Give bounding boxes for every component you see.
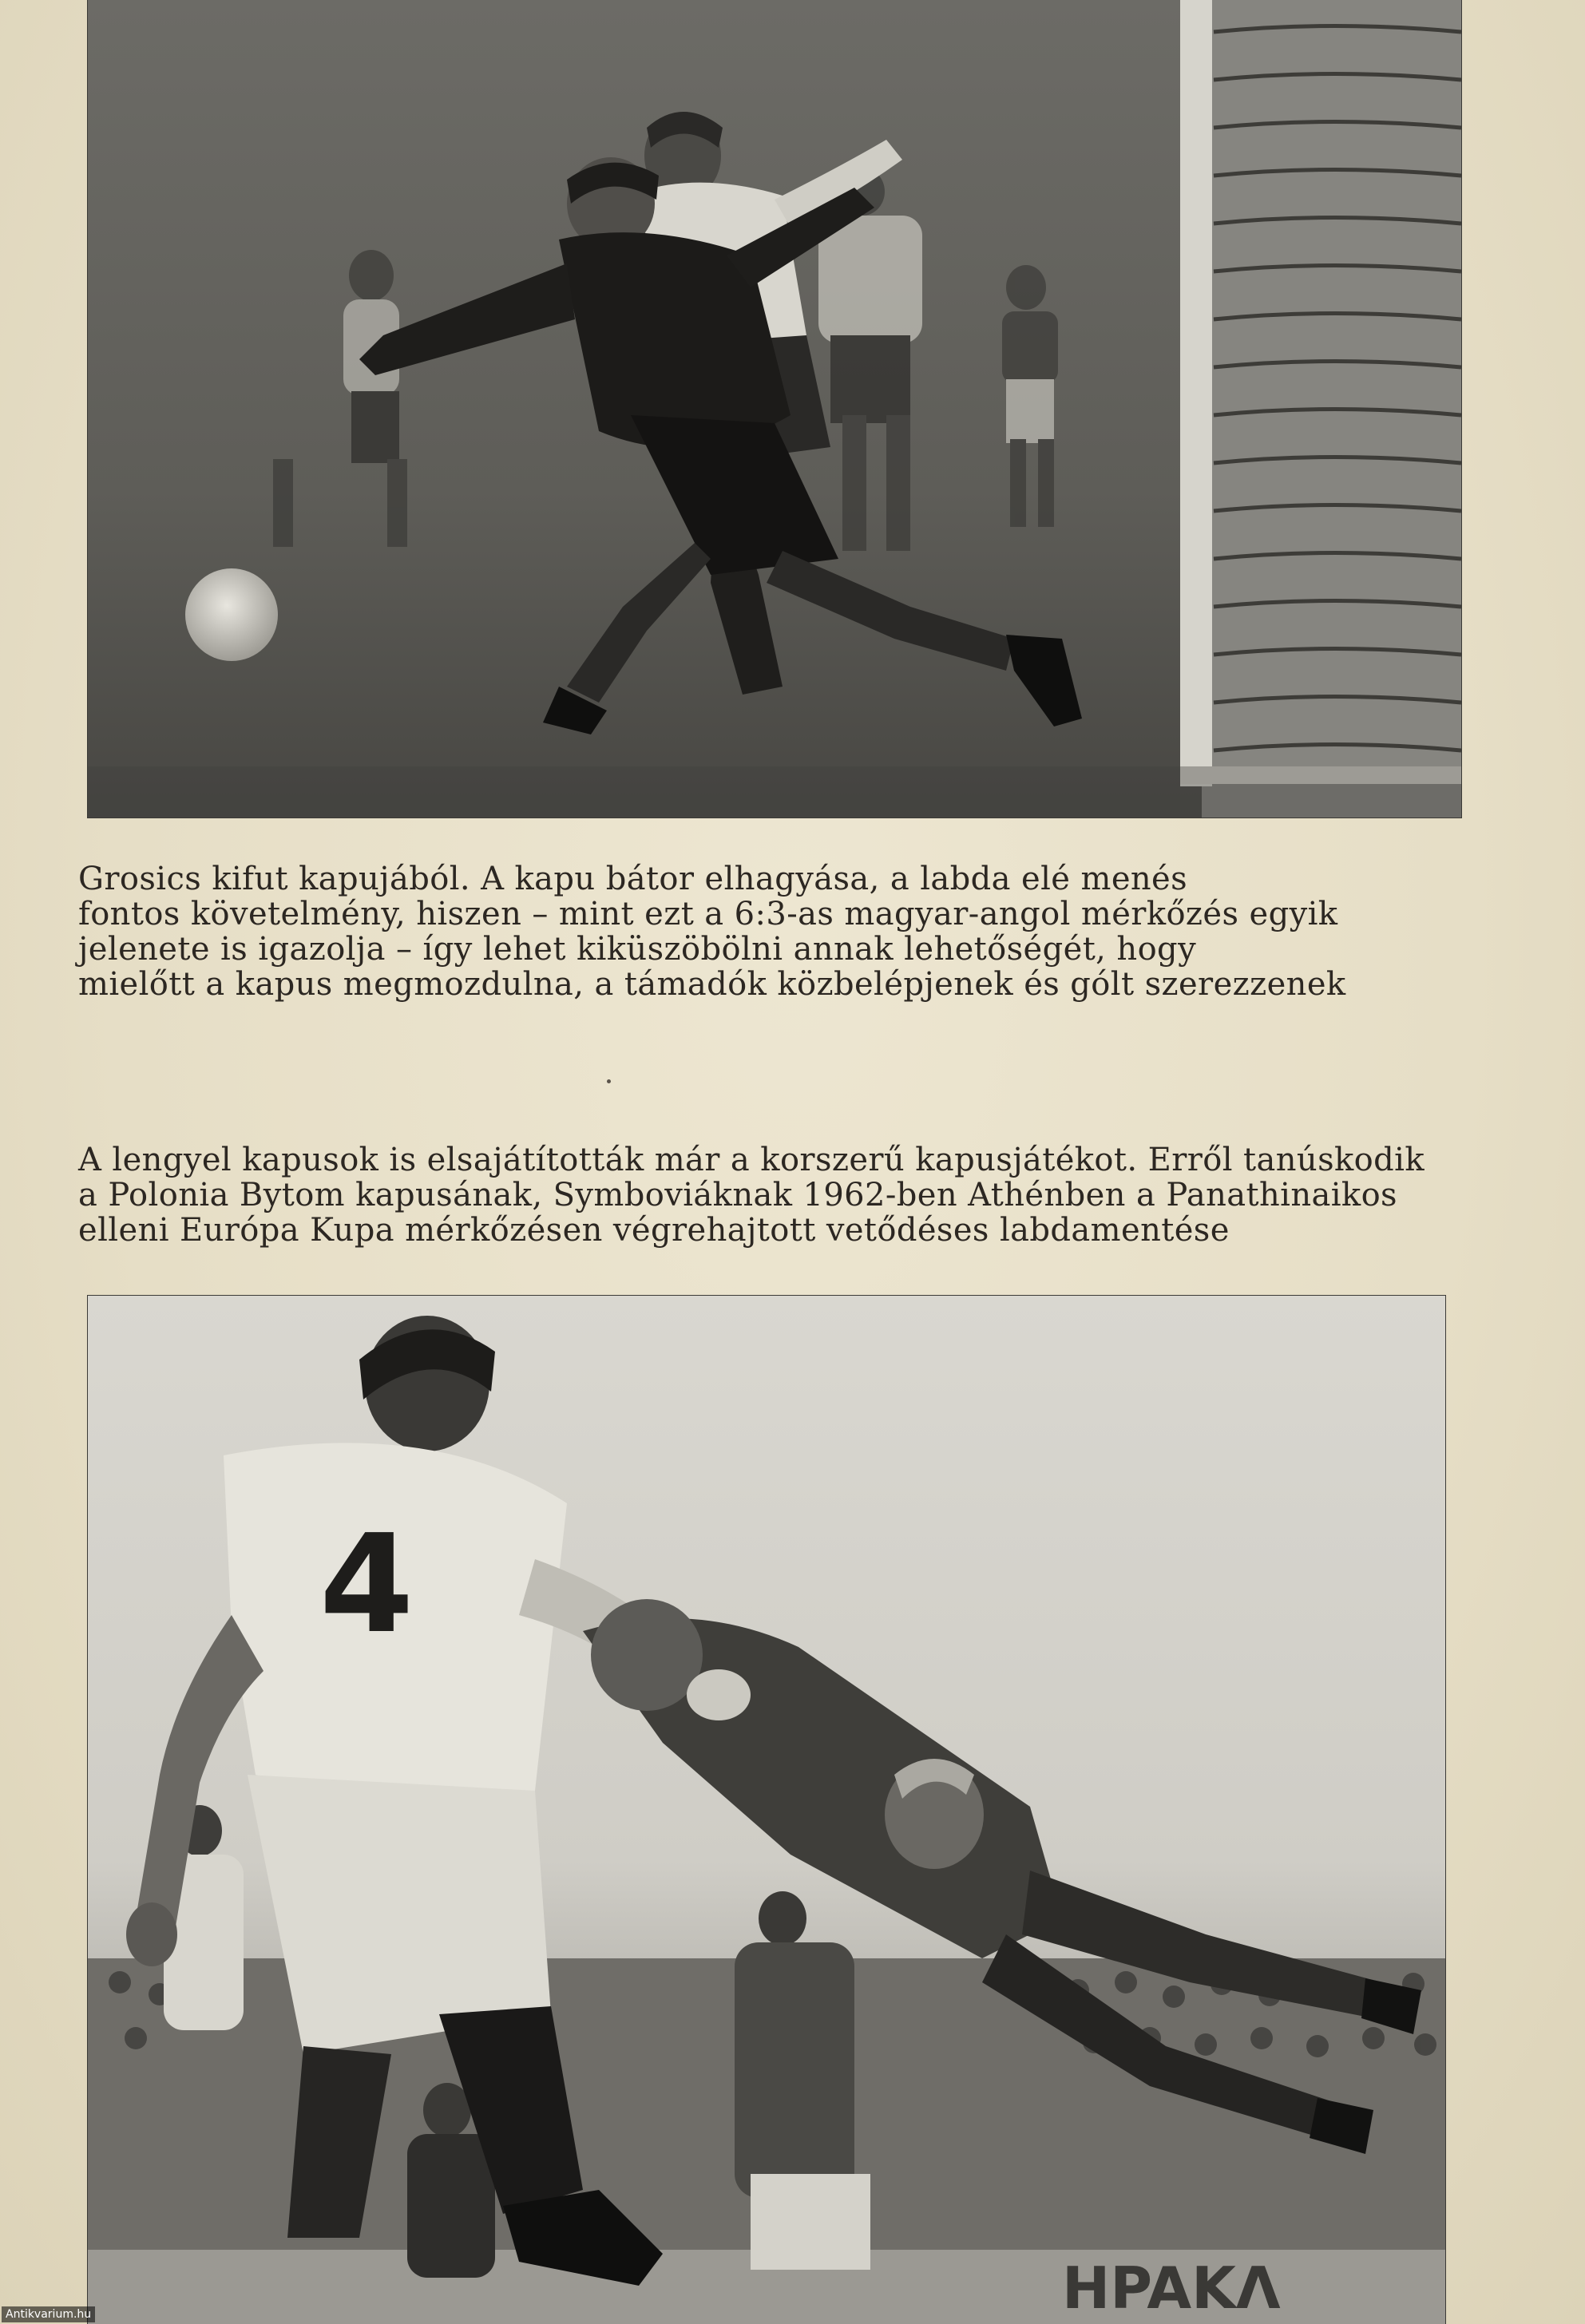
photo-goalkeeper-rushing-out xyxy=(88,0,1461,818)
caption-bottom-line-3: elleni Európa Kupa mérkőzésen végrehajtott vetődéses labdamentése xyxy=(78,1212,1230,1249)
caption-top xyxy=(78,861,1346,1002)
caption-bottom-line-1: A lengyel kapusok is elsajátították már a korszerű kapusjátékot. Erről tanúskodik xyxy=(78,1142,1425,1178)
caption-top-line-1: Grosics kifut kapujából. A kapu bátor elhagyása, a labda elé menés xyxy=(78,861,1188,897)
jersey-number: 4 xyxy=(319,1506,414,1664)
caption-top-line-3: jelenete is igazolja – így lehet kiküszöbölni annak lehetőségét, hogy xyxy=(78,931,1197,968)
photo-goalkeeper-diving-save xyxy=(88,1296,1445,2324)
caption-bottom-line-2: a Polonia Bytom kapusának, Symboviáknak 1962-ben Athénben a Panathinaikos xyxy=(78,1177,1397,1213)
print-speck xyxy=(607,1079,611,1083)
site-watermark: Antikvarium.hu xyxy=(2,2306,95,2322)
stadium-banner-text: HPAKΛ xyxy=(1062,2255,1281,2322)
caption-top-line-2: fontos követelmény, hiszen – mint ezt a 6:3-as magyar-angol mérkőzés egyik xyxy=(78,896,1338,932)
caption-top-line-4: mielőtt a kapus megmozdulna, a támadók közbelépjenek és gólt szerezzenek xyxy=(78,966,1346,1003)
caption-bottom xyxy=(78,1142,1425,1248)
